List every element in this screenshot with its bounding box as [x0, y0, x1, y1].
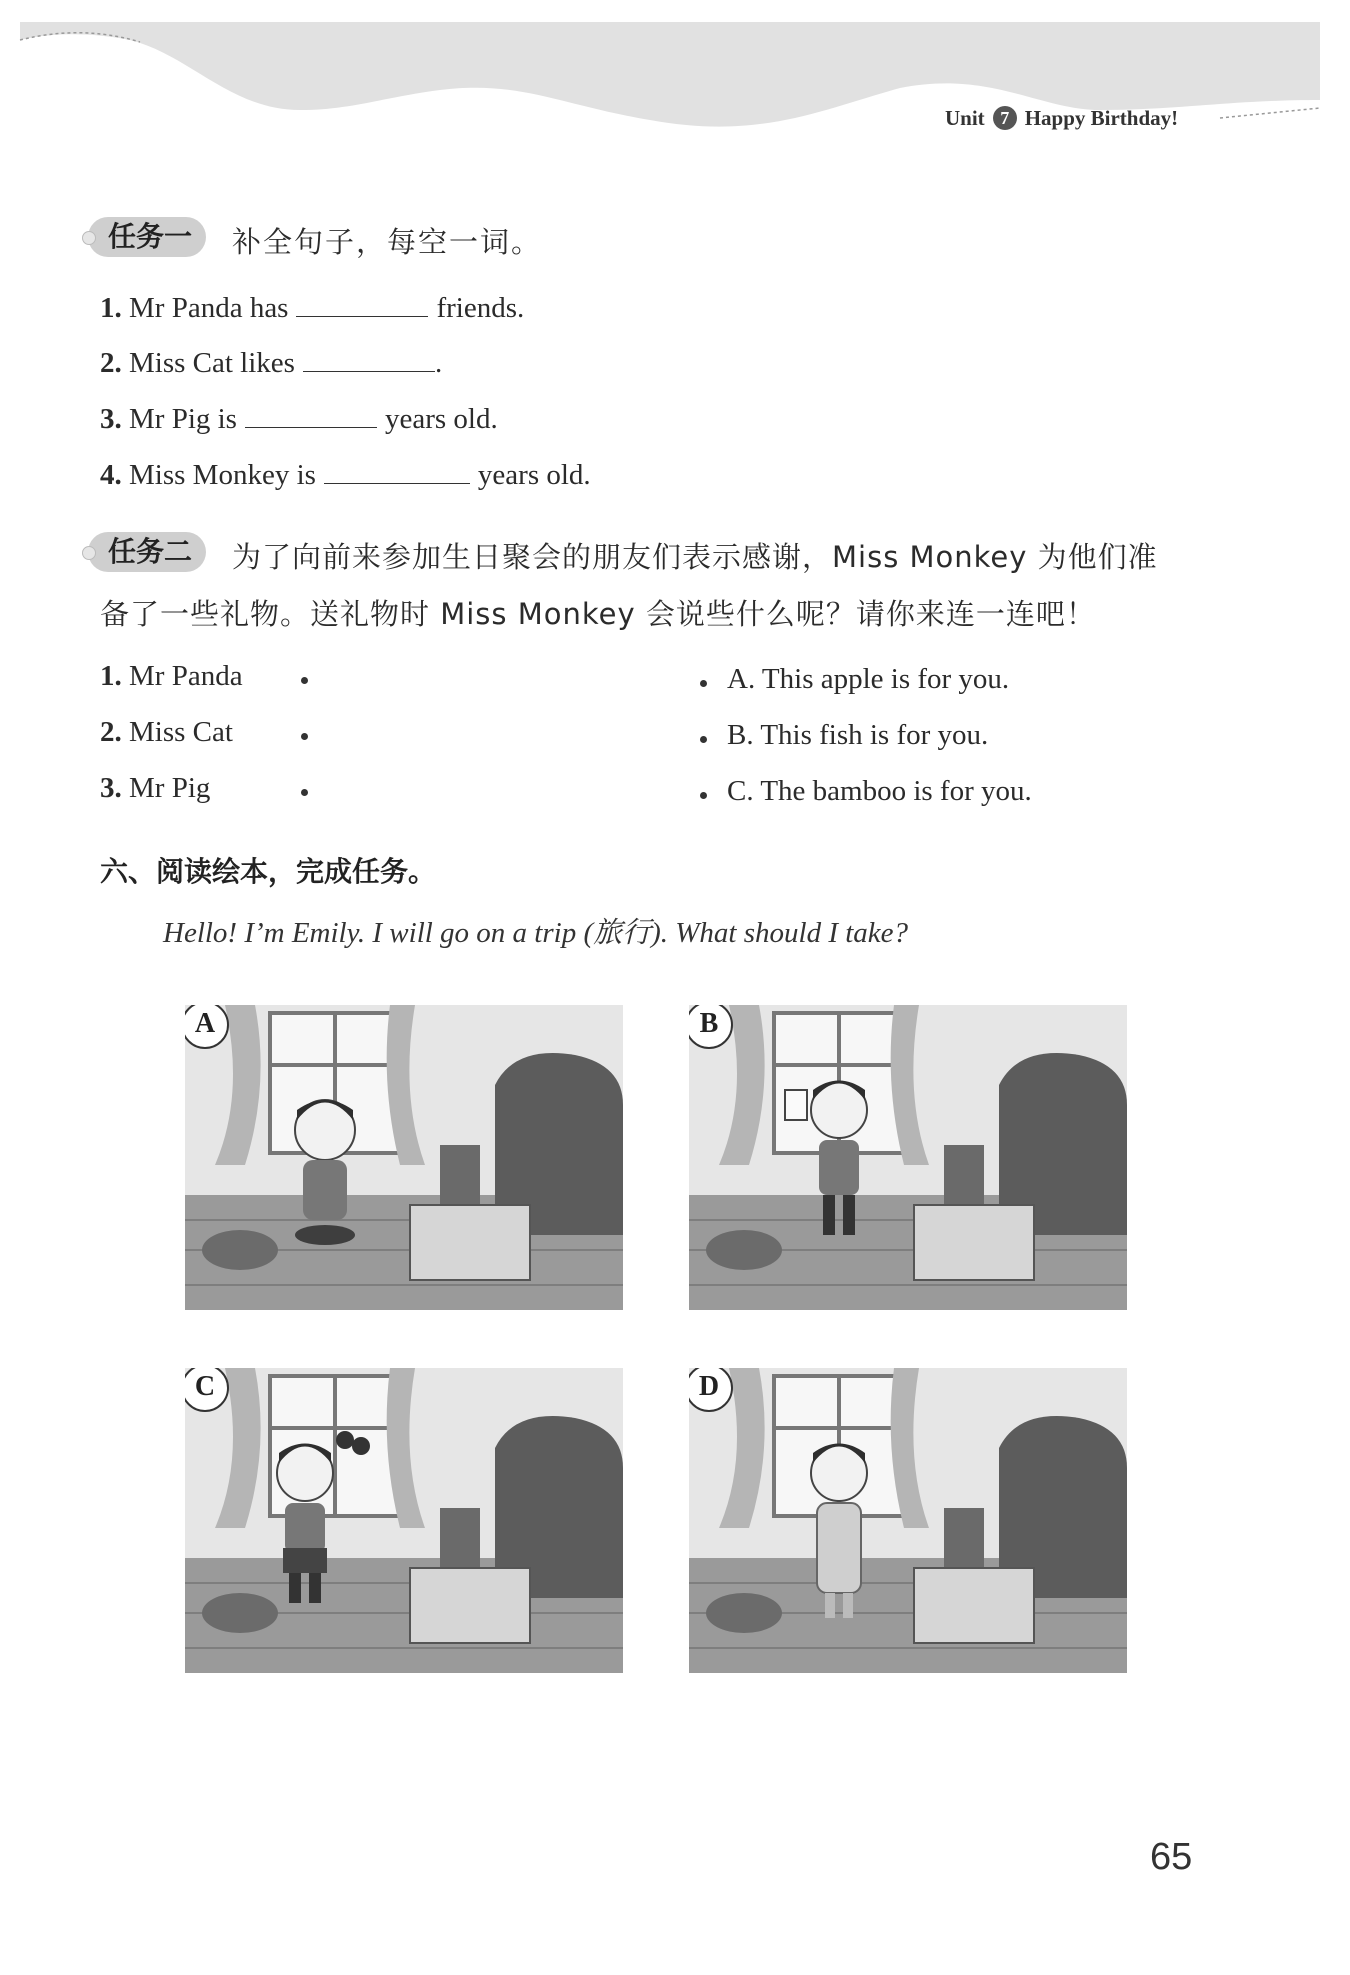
- picture-label-c: C: [185, 1368, 229, 1412]
- task2-instruction-line1: 为了向前来参加生日聚会的朋友们表示感谢，Miss Monkey 为他们准: [232, 540, 1158, 574]
- room-illustration: [185, 1368, 623, 1673]
- room-illustration: [185, 1005, 623, 1310]
- match-dot-right-c[interactable]: [700, 792, 707, 799]
- room-illustration: [689, 1005, 1127, 1310]
- task2-instruction-line2: 备了一些礼物。送礼物时 Miss Monkey 会说些什么呢？请你来连一连吧！: [100, 597, 1096, 631]
- item-text: Miss Monkey is: [129, 459, 316, 491]
- picture-label-b: B: [689, 1005, 733, 1049]
- match-right-c: C. The bamboo is for you.: [727, 775, 1032, 807]
- item-text-after: years old.: [384, 403, 498, 435]
- item-number: 2.: [100, 716, 122, 748]
- item-text-after: years old.: [477, 459, 591, 491]
- picture-c[interactable]: [185, 1368, 623, 1673]
- section-6-title: 六、阅读绘本，完成任务。: [100, 855, 437, 888]
- item-text-after: .: [434, 347, 443, 379]
- page-number: 65: [1150, 1836, 1193, 1878]
- item-text: Mr Pig is: [129, 403, 237, 435]
- task2-badge: 任务二: [88, 532, 206, 572]
- match-right-a: A. This apple is for you.: [727, 663, 1010, 695]
- match-left-3: [100, 772, 210, 805]
- picture-a[interactable]: [185, 1005, 623, 1310]
- answer-blank[interactable]: [245, 401, 377, 428]
- task1-instruction: 补全句子，每空一词。: [232, 225, 543, 259]
- story-text: Hello! I’m Emily. I will go on a trip (旅行). What should I take?: [163, 917, 909, 949]
- match-dot-right-a[interactable]: [700, 680, 707, 687]
- unit-title: Happy Birthday!: [1024, 106, 1179, 130]
- match-left-text: Miss Cat: [129, 716, 233, 748]
- unit-label: [945, 106, 1178, 131]
- match-left-text: Mr Panda: [129, 660, 243, 692]
- match-right-b: B. This fish is for you.: [727, 719, 989, 751]
- item-number: 4.: [100, 459, 122, 491]
- answer-blank[interactable]: [324, 457, 470, 484]
- room-illustration: [689, 1368, 1127, 1673]
- task1-item-2: [100, 345, 442, 380]
- picture-label-a: A: [185, 1005, 229, 1049]
- picture-b[interactable]: [689, 1005, 1127, 1310]
- match-left-1: [100, 660, 243, 693]
- task1-badge: 任务一: [88, 217, 206, 257]
- match-left-2: [100, 716, 233, 749]
- item-number: 3.: [100, 772, 122, 804]
- task1-item-3: [100, 401, 498, 436]
- item-number: 1.: [100, 292, 122, 324]
- match-dot-left-3[interactable]: [301, 789, 308, 796]
- picture-label-d: D: [689, 1368, 733, 1412]
- item-text: Mr Panda has: [129, 292, 289, 324]
- answer-blank[interactable]: [303, 345, 435, 372]
- task1-item-4: [100, 457, 591, 492]
- item-number: 2.: [100, 347, 122, 379]
- match-dot-left-1[interactable]: [301, 677, 308, 684]
- task1-item-1: [100, 290, 524, 325]
- match-dot-left-2[interactable]: [301, 733, 308, 740]
- item-text: Miss Cat likes: [129, 347, 295, 379]
- item-number: 3.: [100, 403, 122, 435]
- picture-d[interactable]: [689, 1368, 1127, 1673]
- item-text-after: friends.: [436, 292, 525, 324]
- page-header: [0, 0, 1350, 150]
- unit-prefix: Unit: [945, 106, 985, 130]
- match-dot-right-b[interactable]: [700, 736, 707, 743]
- match-left-text: Mr Pig: [129, 772, 211, 804]
- answer-blank[interactable]: [296, 290, 428, 317]
- unit-number-badge: 7: [993, 106, 1017, 130]
- item-number: 1.: [100, 660, 122, 692]
